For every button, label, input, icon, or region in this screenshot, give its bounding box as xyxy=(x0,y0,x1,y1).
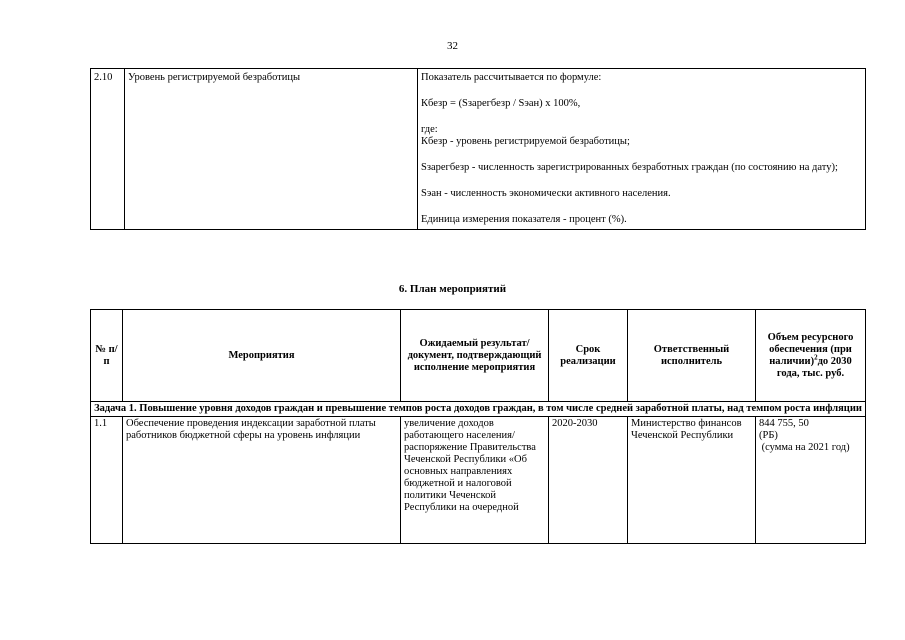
row-volume xyxy=(756,417,866,544)
indicator-number: 2.10 xyxy=(91,69,125,230)
volume-amount: 844 755, 50 xyxy=(759,418,809,429)
table-row xyxy=(91,417,866,544)
plan-table xyxy=(90,309,866,544)
header-num: № п/п xyxy=(91,310,123,402)
header-volume-main: Объем ресурсного обеспечения (при наличии) xyxy=(767,331,854,367)
row-term: 2020-2030 xyxy=(549,417,628,544)
formula-var-k: Кбезр - уровень регистрируемой безработицы; xyxy=(421,136,630,147)
formula-var-s2: Sэан - численность экономически активного населения. xyxy=(421,188,671,199)
section-title: 6. План мероприятий xyxy=(398,283,507,295)
formula-intro: Показатель рассчитывается по формуле: xyxy=(421,72,602,83)
volume-note: (сумма на 2021 год) xyxy=(759,442,850,453)
header-term: Срок реализации xyxy=(549,310,628,402)
formula-unit: Единица измерения показателя - процент (%). xyxy=(421,214,627,225)
indicator-name: Уровень регистрируемой безработицы xyxy=(125,69,418,230)
footnote-marker: 2 xyxy=(814,353,818,361)
formula-var-s1: Sзарегбезр - численность зарегистрированных безработных граждан (по состоянию на дату); xyxy=(421,162,838,173)
indicator-formula-cell xyxy=(418,69,866,230)
header-executor: Ответственный исполнитель xyxy=(628,310,756,402)
row-activity: Обеспечение проведения индексации заработной платы работников бюджетной сферы на уровень инфляции xyxy=(123,417,401,544)
header-row xyxy=(91,310,866,402)
table-row xyxy=(91,69,866,230)
header-volume-tail: до 2030 года, тыс. руб. xyxy=(776,355,852,379)
row-executor: Министерство финансов Чеченской Республики xyxy=(628,417,756,544)
row-num: 1.1 xyxy=(91,417,123,544)
indicator-table xyxy=(90,68,866,230)
header-result: Ожидаемый результат/ документ, подтверждающий исполнение мероприятия xyxy=(401,310,549,402)
volume-source: (РБ) xyxy=(759,430,778,441)
formula: Кбезр = (Sзарегбезр / Sэан) х 100%, xyxy=(421,98,581,109)
task-row xyxy=(91,402,866,417)
header-activity: Мероприятия xyxy=(123,310,401,402)
formula-where: где: xyxy=(421,124,438,135)
row-result: увеличение доходов работающего населения/ распоряжение Правительства Чеченской Республики «Об основных направлениях бюджетной и налоговой политики Чеченской Республики на очередной xyxy=(401,417,549,544)
page-number: 32 xyxy=(447,40,458,52)
task-title: Задача 1. Повышение уровня доходов граждан и превышение темпов роста доходов граждан, в том числе средней заработной платы, над темпом роста инфляции xyxy=(91,402,866,417)
header-volume xyxy=(756,310,866,402)
